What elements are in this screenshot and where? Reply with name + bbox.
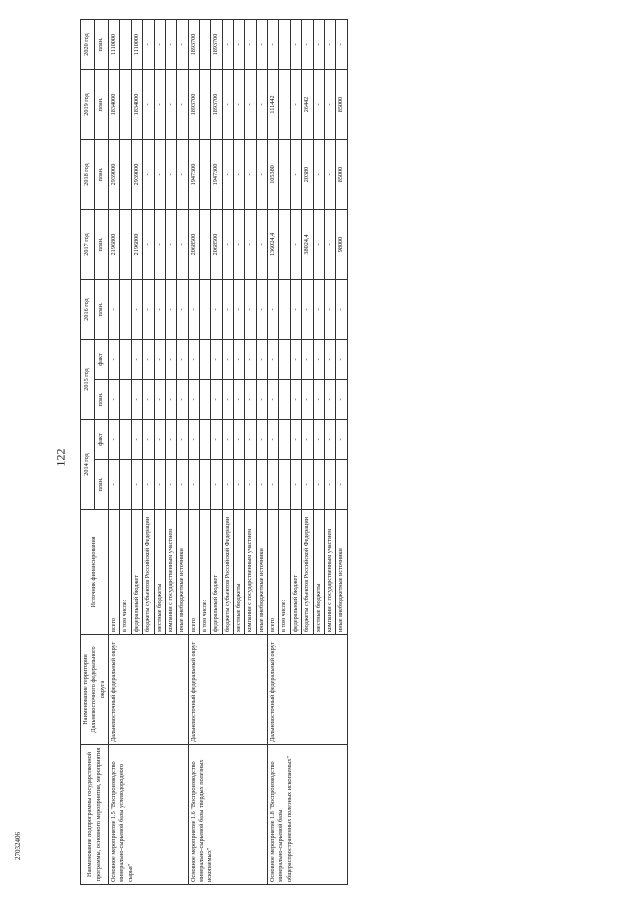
territory-name: Дальневосточный федеральный округ xyxy=(268,635,348,745)
value-cell: - xyxy=(324,20,335,70)
value-cell: - xyxy=(256,420,267,460)
value-cell: - xyxy=(234,70,245,140)
value-cell: - xyxy=(177,280,188,340)
value-cell: 1110000 xyxy=(131,20,142,70)
funding-source: в том числе: xyxy=(279,510,290,635)
value-cell: - xyxy=(131,420,142,460)
value-cell xyxy=(279,280,290,340)
value-cell: - xyxy=(177,70,188,140)
value-cell: - xyxy=(336,20,347,70)
value-cell: - xyxy=(222,140,233,210)
funding-source: бюджеты субъектов Российской Федерации xyxy=(222,510,233,635)
value-cell: - xyxy=(177,380,188,420)
value-cell: 1893700 xyxy=(188,20,199,70)
value-cell: - xyxy=(256,460,267,510)
value-cell xyxy=(120,340,131,380)
funding-source: в том числе: xyxy=(199,510,210,635)
value-cell: - xyxy=(268,420,279,460)
header-fact: факт xyxy=(95,420,109,460)
value-cell: - xyxy=(313,140,324,210)
value-cell xyxy=(199,140,210,210)
value-cell: - xyxy=(131,380,142,420)
value-cell: - xyxy=(290,210,301,280)
funding-source: иные внебюджетные источники xyxy=(336,510,347,635)
value-cell: - xyxy=(302,20,313,70)
page-number: 122 xyxy=(53,448,68,467)
value-cell: - xyxy=(290,140,301,210)
value-cell: 1893700 xyxy=(188,70,199,140)
value-cell: - xyxy=(143,420,154,460)
value-cell: 20380 xyxy=(302,140,313,210)
value-cell: - xyxy=(222,340,233,380)
funding-source: федеральный бюджет xyxy=(290,510,301,635)
funding-source: местные бюджеты xyxy=(313,510,324,635)
value-cell: - xyxy=(324,380,335,420)
value-cell: 38024,4 xyxy=(302,210,313,280)
value-cell: - xyxy=(109,340,120,380)
value-cell: 26442 xyxy=(302,70,313,140)
header-year-2017: 2017 год xyxy=(81,210,95,280)
value-cell: - xyxy=(188,460,199,510)
value-cell xyxy=(199,280,210,340)
value-cell xyxy=(120,210,131,280)
value-cell: - xyxy=(245,280,256,340)
value-cell: - xyxy=(234,340,245,380)
value-cell: - xyxy=(143,70,154,140)
value-cell: - xyxy=(324,140,335,210)
value-cell: - xyxy=(165,420,176,460)
value-cell: - xyxy=(290,460,301,510)
value-cell: - xyxy=(313,20,324,70)
value-cell: - xyxy=(188,420,199,460)
funding-source: в том числе: xyxy=(120,510,131,635)
value-cell: - xyxy=(336,460,347,510)
activity-name: Основное мероприятие 1.6 "Воспроизводство минерально-сырьевой базы твердых полезных ископаемых" xyxy=(188,745,268,885)
value-cell: - xyxy=(143,380,154,420)
value-cell: - xyxy=(188,340,199,380)
rotated-table-container xyxy=(80,20,635,885)
funding-source: иные внебюджетные источники xyxy=(177,510,188,635)
value-cell: 2196800 xyxy=(109,210,120,280)
value-cell xyxy=(279,380,290,420)
value-cell: - xyxy=(131,340,142,380)
value-cell xyxy=(199,460,210,510)
value-cell: - xyxy=(234,380,245,420)
territory-name: Дальневосточный федеральный округ xyxy=(188,635,268,745)
value-cell xyxy=(279,340,290,380)
funding-source: всего xyxy=(109,510,120,635)
funding-source: федеральный бюджет xyxy=(131,510,142,635)
activity-name: Основное мероприятие 1.5 "Воспроизводство минерально-сырьевой базы углеводородного сырья" xyxy=(109,745,189,885)
value-cell xyxy=(199,340,210,380)
value-cell: 1893700 xyxy=(211,20,222,70)
value-cell: - xyxy=(256,140,267,210)
activity-name: Основное мероприятие 1.8 "Воспроизводство минерально-сырьевой базы общераспространенных полезных ископаемых" xyxy=(268,745,348,885)
header-row-top xyxy=(81,20,95,885)
value-cell: 1893700 xyxy=(211,70,222,140)
value-cell xyxy=(199,380,210,420)
header-plan: план. xyxy=(95,20,109,70)
value-cell: - xyxy=(165,340,176,380)
value-cell xyxy=(199,420,210,460)
header-plan: план. xyxy=(95,140,109,210)
value-cell xyxy=(279,20,290,70)
value-cell: - xyxy=(131,460,142,510)
value-cell: 2068500 xyxy=(211,210,222,280)
value-cell: - xyxy=(313,380,324,420)
value-cell: - xyxy=(324,70,335,140)
funding-source: бюджеты субъектов Российской Федерации xyxy=(302,510,313,635)
value-cell: - xyxy=(268,340,279,380)
financing-table xyxy=(80,19,348,885)
value-cell: - xyxy=(177,420,188,460)
value-cell: - xyxy=(313,70,324,140)
value-cell: - xyxy=(256,280,267,340)
value-cell: - xyxy=(245,20,256,70)
value-cell: 136024,4 xyxy=(268,210,279,280)
value-cell: - xyxy=(222,210,233,280)
value-cell: - xyxy=(143,20,154,70)
value-cell: - xyxy=(336,340,347,380)
value-cell: - xyxy=(188,380,199,420)
value-cell: - xyxy=(245,460,256,510)
value-cell: - xyxy=(234,20,245,70)
value-cell: 2196800 xyxy=(131,210,142,280)
value-cell: - xyxy=(302,340,313,380)
value-cell: - xyxy=(143,460,154,510)
header-year-2016: 2016 год xyxy=(81,280,95,340)
value-cell: - xyxy=(268,380,279,420)
value-cell: - xyxy=(177,340,188,380)
header-plan: план. xyxy=(95,280,109,340)
header-source: Источник финансирования xyxy=(81,510,109,635)
value-cell xyxy=(120,280,131,340)
value-cell: - xyxy=(109,420,120,460)
value-cell: - xyxy=(222,20,233,70)
value-cell: - xyxy=(234,140,245,210)
header-plan: план. xyxy=(95,460,109,510)
table-body xyxy=(109,20,348,885)
header-plan: план. xyxy=(95,380,109,420)
value-cell: - xyxy=(154,420,165,460)
value-cell xyxy=(120,140,131,210)
value-cell: - xyxy=(222,460,233,510)
value-cell: - xyxy=(154,210,165,280)
value-cell: - xyxy=(290,340,301,380)
header-year-2019: 2019 год xyxy=(81,70,95,140)
value-cell: - xyxy=(245,140,256,210)
value-cell: - xyxy=(143,340,154,380)
value-cell: 1110000 xyxy=(109,20,120,70)
value-cell: - xyxy=(302,280,313,340)
value-cell: - xyxy=(290,280,301,340)
value-cell: - xyxy=(234,420,245,460)
value-cell: - xyxy=(109,460,120,510)
value-cell: - xyxy=(222,380,233,420)
value-cell: - xyxy=(177,460,188,510)
header-territory: Наименование территории Дальневосточного федерального округа xyxy=(81,635,109,745)
value-cell: - xyxy=(336,420,347,460)
value-cell: - xyxy=(268,20,279,70)
value-cell: - xyxy=(211,380,222,420)
value-cell xyxy=(279,70,290,140)
funding-source: всего xyxy=(268,510,279,635)
value-cell: - xyxy=(234,280,245,340)
header-year-2014: 2014 год xyxy=(81,420,95,510)
value-cell: - xyxy=(290,20,301,70)
value-cell: - xyxy=(234,460,245,510)
value-cell: - xyxy=(290,420,301,460)
value-cell: - xyxy=(313,420,324,460)
value-cell: - xyxy=(177,210,188,280)
value-cell: - xyxy=(222,420,233,460)
value-cell: - xyxy=(336,280,347,340)
value-cell: - xyxy=(211,280,222,340)
value-cell: - xyxy=(177,140,188,210)
header-year-2018: 2018 год xyxy=(81,140,95,210)
value-cell: 105380 xyxy=(268,140,279,210)
header-fact: факт xyxy=(95,340,109,380)
funding-source: компании с государственным участием xyxy=(324,510,335,635)
value-cell: - xyxy=(245,420,256,460)
value-cell: - xyxy=(154,280,165,340)
value-cell: - xyxy=(313,280,324,340)
funding-source: компании с государственным участием xyxy=(245,510,256,635)
value-cell: - xyxy=(177,20,188,70)
value-cell: - xyxy=(109,380,120,420)
value-cell: - xyxy=(165,70,176,140)
value-cell xyxy=(279,460,290,510)
value-cell: - xyxy=(245,70,256,140)
value-cell xyxy=(199,210,210,280)
value-cell: 2068500 xyxy=(188,210,199,280)
value-cell xyxy=(120,380,131,420)
territory-name: Дальневосточный федеральный округ xyxy=(109,635,189,745)
value-cell: - xyxy=(211,420,222,460)
funding-source: компании с государственным участием xyxy=(165,510,176,635)
value-cell: 85000 xyxy=(336,140,347,210)
value-cell: 2939000 xyxy=(131,140,142,210)
value-cell: 1947300 xyxy=(211,140,222,210)
value-cell: - xyxy=(256,340,267,380)
value-cell: - xyxy=(154,460,165,510)
header-name: Наименование подпрограммы государственной программы, основного мероприятия, мероприятия xyxy=(81,745,109,885)
table-row xyxy=(268,20,279,885)
value-cell: - xyxy=(256,20,267,70)
value-cell: - xyxy=(324,340,335,380)
value-cell: - xyxy=(302,460,313,510)
funding-source: всего xyxy=(188,510,199,635)
value-cell: - xyxy=(222,280,233,340)
value-cell: - xyxy=(165,280,176,340)
value-cell: - xyxy=(143,140,154,210)
value-cell: - xyxy=(336,380,347,420)
value-cell: - xyxy=(154,20,165,70)
header-year-2020: 2020 год xyxy=(81,20,95,70)
value-cell: - xyxy=(313,210,324,280)
document-code: 27032406 xyxy=(14,832,22,860)
value-cell: - xyxy=(245,380,256,420)
header-plan: план. xyxy=(95,210,109,280)
header-plan: план. xyxy=(95,70,109,140)
value-cell xyxy=(199,70,210,140)
value-cell: - xyxy=(245,210,256,280)
value-cell xyxy=(199,20,210,70)
funding-source: местные бюджеты xyxy=(154,510,165,635)
value-cell: - xyxy=(154,380,165,420)
funding-source: иные внебюджетные источники xyxy=(256,510,267,635)
value-cell: - xyxy=(302,380,313,420)
value-cell: - xyxy=(143,210,154,280)
value-cell: 2939000 xyxy=(109,140,120,210)
value-cell: - xyxy=(165,140,176,210)
value-cell: - xyxy=(143,280,154,340)
value-cell: 1834000 xyxy=(131,70,142,140)
table-row xyxy=(109,20,120,885)
value-cell: - xyxy=(245,340,256,380)
value-cell: - xyxy=(256,70,267,140)
funding-source: местные бюджеты xyxy=(234,510,245,635)
value-cell: - xyxy=(165,20,176,70)
value-cell xyxy=(120,20,131,70)
value-cell: - xyxy=(234,210,245,280)
value-cell: - xyxy=(302,420,313,460)
value-cell: - xyxy=(324,210,335,280)
value-cell: - xyxy=(154,70,165,140)
value-cell: - xyxy=(211,340,222,380)
value-cell: 111442 xyxy=(268,70,279,140)
value-cell: - xyxy=(256,380,267,420)
value-cell: - xyxy=(188,280,199,340)
value-cell: 85000 xyxy=(336,70,347,140)
table-row xyxy=(188,20,199,885)
value-cell: - xyxy=(324,420,335,460)
funding-source: федеральный бюджет xyxy=(211,510,222,635)
value-cell: - xyxy=(324,460,335,510)
value-cell xyxy=(120,460,131,510)
value-cell: - xyxy=(324,280,335,340)
header-year-2015: 2015 год xyxy=(81,340,95,420)
value-cell xyxy=(279,140,290,210)
value-cell xyxy=(120,70,131,140)
value-cell xyxy=(120,420,131,460)
value-cell: 1834000 xyxy=(109,70,120,140)
value-cell: 1947300 xyxy=(188,140,199,210)
funding-source: бюджеты субъектов Российской Федерации xyxy=(143,510,154,635)
value-cell: - xyxy=(154,340,165,380)
value-cell: - xyxy=(131,280,142,340)
value-cell: - xyxy=(222,70,233,140)
value-cell: - xyxy=(290,70,301,140)
value-cell: - xyxy=(268,280,279,340)
value-cell: - xyxy=(165,380,176,420)
value-cell: - xyxy=(256,210,267,280)
value-cell: - xyxy=(290,380,301,420)
value-cell: - xyxy=(313,340,324,380)
value-cell: - xyxy=(165,210,176,280)
value-cell: - xyxy=(154,140,165,210)
value-cell: 98000 xyxy=(336,210,347,280)
value-cell: - xyxy=(211,460,222,510)
value-cell: - xyxy=(268,460,279,510)
value-cell: - xyxy=(313,460,324,510)
value-cell: - xyxy=(165,460,176,510)
value-cell: - xyxy=(109,280,120,340)
value-cell xyxy=(279,210,290,280)
value-cell xyxy=(279,420,290,460)
